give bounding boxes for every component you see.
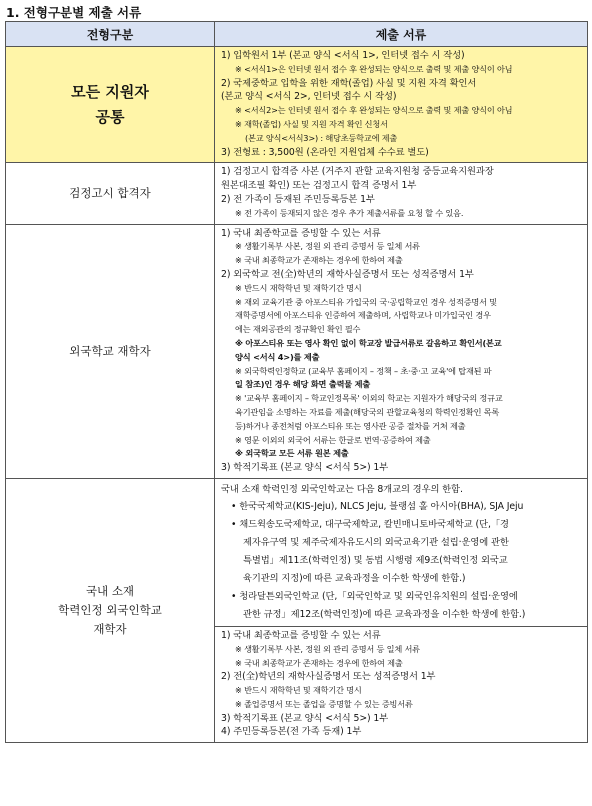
note-line: 재학증명서에 아포스티유 인증하여 제출하며, 사립학교나 미가입국인 경우 [235, 310, 491, 321]
note-line: ※ <서식2>는 인터넷 원서 접수 후 완성되는 양식으로 출력 및 제출 양식이 아님 [235, 105, 513, 116]
document-line: 1) 검정고시 합격증 사본 (거주지 관할 교육지원청 중등교육지원과장 [221, 166, 494, 178]
note-line: 에는 재외공관의 정규확인 확인 필수 [235, 324, 361, 335]
note-line: ※ 졸업증명서 또는 졸업을 증명할 수 있는 증빙서류 [235, 698, 413, 709]
document-line: 1) 국내 최종학교를 증빙할 수 있는 서류 [221, 227, 381, 239]
category-label: 공통 [95, 107, 125, 126]
note-line: 일 참조)인 경우 해당 화면 출력물 제출 [235, 379, 371, 390]
category-cell [6, 163, 215, 224]
note-line: 양식 <서식 4>)를 제출 [235, 351, 320, 362]
bullet-line: • 한국국제학교(KIS-Jeju), NLCS Jeju, 블랭섬 홀 아시아(BHA), SJA Jeju [231, 500, 524, 512]
category-label: 검정고시 합격자 [69, 185, 151, 200]
note-line: ※ 아포스티유 또는 영사 확인 없이 학교장 발급서류로 갈음하고 확인서(본교 [235, 337, 502, 348]
note-line: ※ 국내 최종학교가 존재하는 경우에 한하여 제출 [235, 657, 403, 668]
page-title: 1. 전형구분별 제출 서류 [6, 5, 142, 20]
note-line: ※ 반드시 재학학년 및 재학기간 명시 [235, 282, 362, 293]
note-line: (본교 양식<서식3>) : 해당초등학교에 제출 [245, 132, 398, 143]
table-header-row [6, 22, 588, 47]
note-line: ※ 외국학교 모든 서류 원본 제출 [235, 448, 349, 459]
category-cell [6, 478, 215, 742]
category-label: 외국학교 재학자 [69, 343, 151, 358]
table-row [6, 478, 588, 742]
category-label: 모든 지원자 [71, 82, 149, 101]
documents-cell [215, 224, 588, 478]
bullet-line: 특별법」제11조(학력인정) 및 동법 시행령 제9조(학력인정 외국교 [243, 554, 508, 566]
category-cell [6, 47, 215, 163]
document-line: (본교 양식 <서식 2>, 인터넷 접수 시 작성) [221, 91, 397, 103]
section-divider [215, 626, 587, 627]
table-row [6, 224, 588, 478]
document-line: 3) 전형료 : 3,500원 (온라인 지원업체 수수료 별도) [221, 146, 429, 158]
bullet-line: 관한 규정」제12조(학력인정)에 따른 교육과정을 이수한 학생에 한함.) [243, 608, 526, 620]
document-line: 2) 전 가족이 등재된 주민등록등본 1부 [221, 193, 375, 205]
bullet-line: 제자유구역 및 제주국제자유도시의 외국교육기관 설립·운영에 관한 [243, 536, 509, 548]
note-line: ※ 국내 최종학교가 존재하는 경우에 한하여 제출 [235, 255, 403, 266]
documents-table [5, 21, 588, 743]
bullet-line: 육기관의 지정)에 따른 교육과정을 이수한 학생에 한함.) [243, 572, 466, 584]
note-line: ※ 전 가족이 등재되지 않은 경우 추가 제출서류를 요청 할 수 있음. [235, 207, 464, 218]
bullet-line: • 청라달튼외국인학교 (단,「외국인학교 및 외국인유치원의 설립·운영에 [231, 590, 518, 602]
bullet-line: • 채드윅송도국제학교, 대구국제학교, 칼빈매니토바국제학교 (단,「경 [231, 518, 509, 530]
document-line: 2) 국제중학교 입학을 위한 재학(졸업) 사실 및 지원 자격 확인서 [221, 77, 477, 89]
table-row [6, 47, 588, 163]
note-line: 육기관임을 소명하는 자료를 제출(해당국의 관할교육청의 학력인정확인 목록 [235, 406, 500, 417]
note-line: ※ 재학(졸업) 사실 및 지원 자격 확인 신청서 [235, 118, 388, 129]
category-label: 국내 소재 [85, 584, 135, 599]
document-line: 1) 국내 최종학교를 증빙할 수 있는 서류 [221, 629, 381, 641]
table-row [6, 163, 588, 224]
header-category: 전형구분 [6, 22, 215, 47]
category-label: 재학자 [93, 622, 127, 637]
category-cell [6, 224, 215, 478]
document-line: 원본대조필 확인) 또는 검정고시 합격 증명서 1부 [221, 180, 417, 192]
document-line: 3) 학적기록표 (본교 양식 <서식 5>) 1부 [221, 712, 389, 724]
document-line: 3) 학적기록표 (본교 양식 <서식 5>) 1부 [221, 462, 389, 474]
note-line: ※ 재외 교육기관 중 아포스티유 가입국의 국·공립학교인 경우 성적증명서 및 [235, 296, 497, 307]
document-line: 2) 전(全)학년의 재학사실증명서 또는 성적증명서 1부 [221, 671, 436, 683]
documents-cell [215, 478, 588, 742]
note-line: ※ 외국학력인정학교 (교육부 홈페이지 – 정책 – 초·중·고 교육'에 탑재된 파 [235, 365, 492, 376]
documents-cell [215, 163, 588, 224]
documents-cell [215, 47, 588, 163]
note-line: ※ <서식1>은 인터넷 원서 접수 후 완성되는 양식으로 출력 및 제출 양식이 아님 [235, 63, 513, 74]
document-line: 1) 입학원서 1부 (본교 양식 <서식 1>, 인터넷 접수 시 작성) [221, 50, 465, 61]
note-line: 등)하거나 종전처럼 아포스티유 또는 영사관 공증 절차를 거쳐 제출 [235, 420, 466, 431]
document-line: 국내 소재 학력인정 외국인학교는 다음 8개교의 경우의 한함. [221, 483, 463, 495]
category-label: 학력인정 외국인학교 [58, 603, 162, 618]
note-line: ※ '교육부 홈페이지 – 학교인정목록' 이외의 학교는 지원자가 해당국의 정규교 [235, 393, 503, 404]
note-line: ※ 생활기록부 사본, 정원 외 관리 증명서 등 일체 서류 [235, 241, 420, 252]
note-line: ※ 생활기록부 사본, 정원 외 관리 증명서 등 일체 서류 [235, 643, 420, 654]
note-line: ※ 영문 이외의 외국어 서류는 한글로 번역·공증하여 제출 [235, 434, 431, 445]
note-line: ※ 반드시 재학학년 및 재학기간 명시 [235, 685, 362, 696]
header-documents: 제출 서류 [215, 22, 588, 47]
document-line: 4) 주민등록등본(전 가족 등재) 1부 [221, 726, 362, 738]
document-line: 2) 외국학교 전(全)학년의 재학사실증명서 또는 성적증명서 1부 [221, 268, 474, 280]
